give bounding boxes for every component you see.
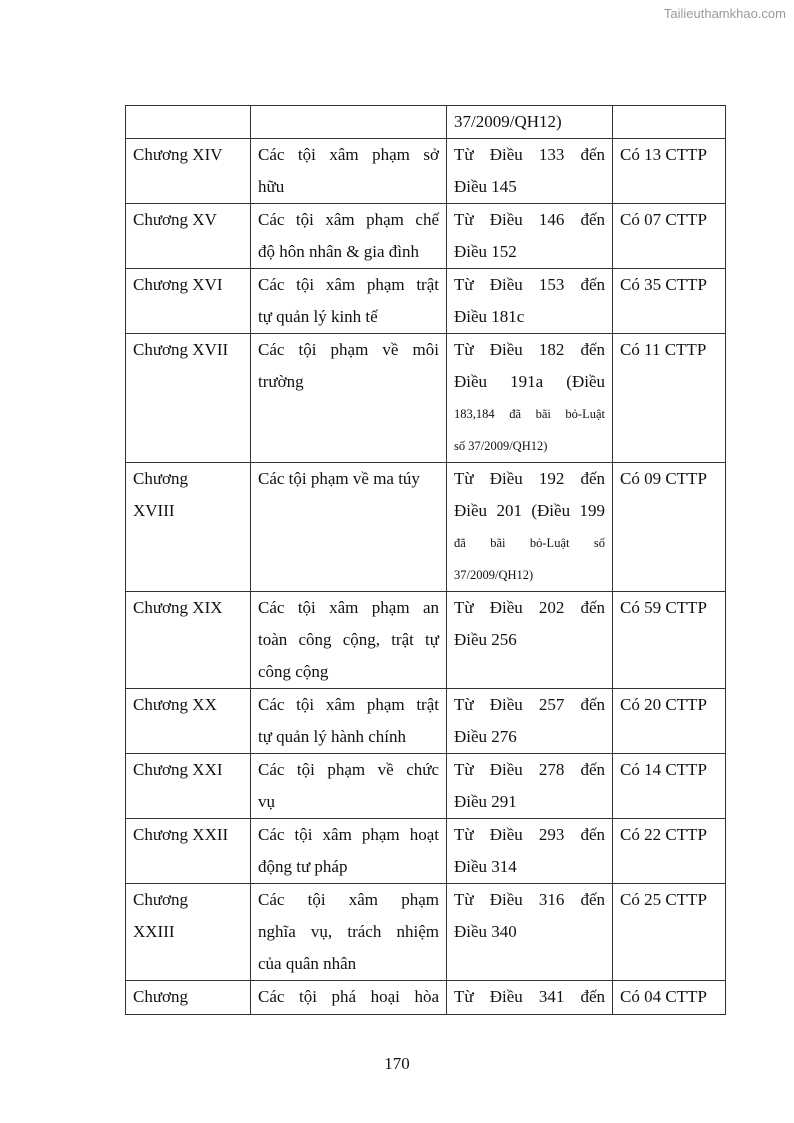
cell-line: Có 07 CTTP [620, 210, 707, 229]
cell-line: Chương [133, 469, 189, 488]
table-row [126, 819, 726, 884]
articles-cell [447, 689, 613, 754]
chapter-cell [126, 334, 251, 463]
cell-line: Có 11 CTTP [620, 340, 707, 359]
cell-line: Có 59 CTTP [620, 598, 707, 617]
title-cell [251, 106, 447, 139]
title-cell [251, 269, 447, 334]
cell-line: Có 25 CTTP [620, 890, 707, 909]
cell-line: Chương XIX [133, 598, 223, 617]
title-cell [251, 819, 447, 884]
articles-cell [447, 106, 613, 139]
count-cell [613, 754, 726, 819]
chapter-cell [126, 463, 251, 592]
cell-line: Điều 291 [454, 792, 517, 811]
table-row [126, 463, 726, 592]
cell-line: Chương [133, 890, 189, 909]
cell-line: số 37/2009/QH12) [454, 439, 548, 453]
cell-line: Điều 276 [454, 727, 517, 746]
articles-cell [447, 592, 613, 689]
cell-line: Điều 191a (Điều [454, 372, 605, 391]
cell-line: Từ Điều 146 đến [454, 210, 605, 229]
cell-line: Các tội phạm về ma túy [258, 469, 420, 488]
count-cell [613, 592, 726, 689]
chapter-cell [126, 884, 251, 981]
count-cell [613, 334, 726, 463]
title-cell [251, 981, 447, 1015]
count-cell [613, 139, 726, 204]
count-cell [613, 689, 726, 754]
cell-line: vụ [258, 792, 275, 811]
cell-line: Từ Điều 133 đến [454, 145, 605, 164]
title-cell [251, 754, 447, 819]
cell-line: Chương XV [133, 210, 217, 229]
cell-line: Chương XX [133, 695, 217, 714]
cell-line: Chương XVI [133, 275, 223, 294]
cell-line: Chương XXI [133, 760, 223, 779]
cell-line: nghĩa vụ, trách nhiệm [258, 922, 439, 941]
table-row [126, 204, 726, 269]
cell-line: Các tội phá hoại hòa [258, 987, 439, 1006]
cell-line: Điều 201 (Điều 199 [454, 501, 605, 520]
cell-line: Các tội xâm phạm [258, 890, 439, 909]
cell-line: Các tội phạm về chức [258, 760, 439, 779]
cell-line: XVIII [133, 501, 175, 520]
cell-line: Từ Điều 192 đến [454, 469, 605, 488]
cell-line: XXIII [133, 922, 175, 941]
chapter-cell [126, 139, 251, 204]
cell-line: công cộng [258, 662, 329, 681]
chapter-cell [126, 754, 251, 819]
cell-line: Có 09 CTTP [620, 469, 707, 488]
title-cell [251, 139, 447, 204]
page-number: 170 [384, 1054, 410, 1073]
count-cell [613, 981, 726, 1015]
chapter-cell [126, 981, 251, 1015]
articles-cell [447, 884, 613, 981]
cell-line: Các tội phạm về môi [258, 340, 439, 359]
articles-cell [447, 463, 613, 592]
count-cell [613, 884, 726, 981]
count-cell [613, 204, 726, 269]
cell-line: độ hôn nhân & gia đình [258, 242, 420, 261]
articles-cell [447, 204, 613, 269]
table-row [126, 269, 726, 334]
cell-line: Từ Điều 293 đến [454, 825, 605, 844]
cell-line: Điều 256 [454, 630, 517, 649]
chapter-cell [126, 106, 251, 139]
cell-line: Điều 181c [454, 307, 525, 326]
cell-line: Chương XVII [133, 340, 229, 359]
title-cell [251, 463, 447, 592]
cell-line: Từ Điều 341 đến [454, 987, 605, 1006]
cell-line: tự quản lý kinh tế [258, 307, 378, 326]
watermark: Tailieuthamkhao.com [663, 6, 786, 21]
cell-line: Có 22 CTTP [620, 825, 707, 844]
cell-line: toàn công cộng, trật tự [258, 630, 439, 649]
chapter-cell [126, 689, 251, 754]
cell-line: đã bãi bỏ-Luật số [454, 536, 605, 550]
cell-line: Các tội xâm phạm an [258, 598, 439, 617]
cell-line: Có 13 CTTP [620, 145, 707, 164]
cell-line: Điều 314 [454, 857, 517, 876]
cell-line: 183,184 đã bãi bỏ-Luật [454, 407, 605, 421]
articles-cell [447, 819, 613, 884]
count-cell [613, 463, 726, 592]
title-cell [251, 592, 447, 689]
chapter-cell [126, 204, 251, 269]
articles-cell [447, 981, 613, 1015]
table-row [126, 139, 726, 204]
cell-line: Chương [133, 987, 189, 1006]
table-row [126, 754, 726, 819]
table-row [126, 106, 726, 139]
cell-line: Từ Điều 257 đến [454, 695, 605, 714]
cell-line: tự quản lý hành chính [258, 727, 407, 746]
cell-line: Các tội xâm phạm trật [258, 695, 439, 714]
cell-line: Từ Điều 316 đến [454, 890, 605, 909]
chapter-cell [126, 819, 251, 884]
cell-line: Điều 340 [454, 922, 517, 941]
table-row [126, 334, 726, 463]
cell-line: Các tội xâm phạm hoạt [258, 825, 439, 844]
cell-line: Có 20 CTTP [620, 695, 707, 714]
table-row [126, 884, 726, 981]
cell-line: 37/2009/QH12) [454, 568, 534, 582]
cell-line: 37/2009/QH12) [454, 112, 562, 131]
table-row [126, 689, 726, 754]
title-cell [251, 334, 447, 463]
cell-line: Các tội xâm phạm trật [258, 275, 439, 294]
count-cell [613, 819, 726, 884]
cell-line: của quân nhân [258, 954, 357, 973]
count-cell [613, 269, 726, 334]
cell-line: Có 14 CTTP [620, 760, 707, 779]
count-cell [613, 106, 726, 139]
cell-line: Các tội xâm phạm chế [258, 210, 439, 229]
cell-line: Các tội xâm phạm sở [258, 145, 439, 164]
articles-cell [447, 334, 613, 463]
cell-line: Điều 145 [454, 177, 517, 196]
title-cell [251, 884, 447, 981]
cell-line: Từ Điều 278 đến [454, 760, 605, 779]
cell-line: động tư pháp [258, 857, 348, 876]
title-cell [251, 689, 447, 754]
articles-cell [447, 269, 613, 334]
cell-line: Từ Điều 182 đến [454, 340, 605, 359]
cell-line: Chương XXII [133, 825, 229, 844]
table-row [126, 981, 726, 1015]
chapter-cell [126, 269, 251, 334]
criminal-code-chapters-table [125, 105, 726, 1015]
table-row [126, 592, 726, 689]
chapter-cell [126, 592, 251, 689]
cell-line: Chương XIV [133, 145, 223, 164]
cell-line: hữu [258, 177, 285, 196]
articles-cell [447, 754, 613, 819]
cell-line: Điều 152 [454, 242, 517, 261]
cell-line: Có 04 CTTP [620, 987, 707, 1006]
title-cell [251, 204, 447, 269]
cell-line: Có 35 CTTP [620, 275, 707, 294]
cell-line: Từ Điều 202 đến [454, 598, 605, 617]
cell-line: Từ Điều 153 đến [454, 275, 605, 294]
cell-line: trường [258, 372, 304, 391]
articles-cell [447, 139, 613, 204]
